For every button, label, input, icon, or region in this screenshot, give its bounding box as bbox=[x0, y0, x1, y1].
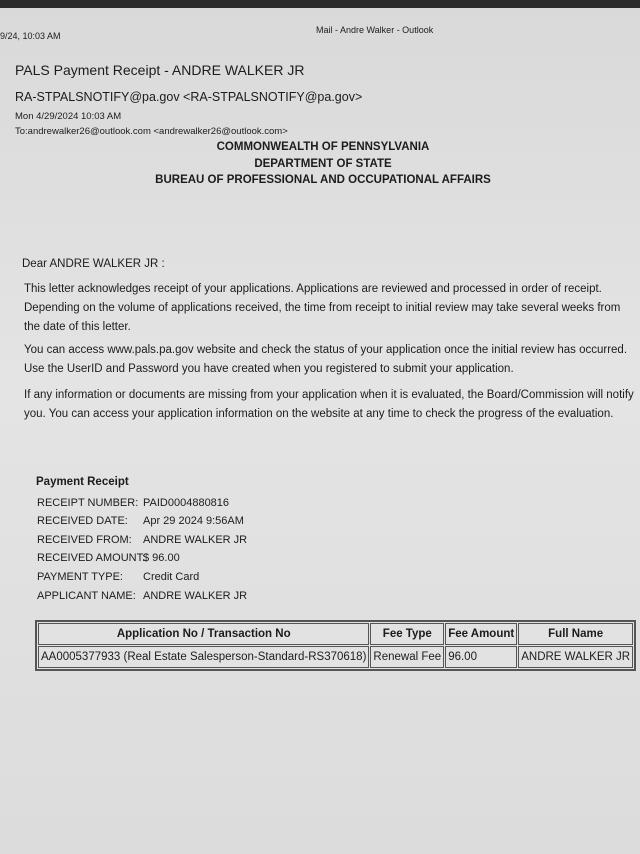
email-subject: PALS Payment Receipt - ANDRE WALKER JR bbox=[15, 62, 305, 78]
applicant-name-label: APPLICANT NAME: bbox=[37, 590, 136, 602]
print-window-title: Mail - Andre Walker - Outlook bbox=[316, 25, 434, 35]
letter-paragraph: You can access www.pals.pa.gov website and check the status of your application once the initial review has occurred. Use the UserID and Password you have created when you registered to submit your application. bbox=[24, 344, 628, 375]
print-timestamp: 9/24, 10:03 AM bbox=[0, 31, 61, 41]
receipt-number-label: RECEIPT NUMBER: bbox=[37, 497, 139, 509]
letter-paragraph: This letter acknowledges receipt of your applications. Applications are reviewed and processed in order of receipt. Depending on the volume of applications received, the time from receipt to initial review may take several weeks from the date of this letter. bbox=[24, 283, 621, 333]
fee-table bbox=[35, 620, 636, 671]
letter-paragraph: If any information or documents are missing from your application when it is evaluated, the Board/Commission will notify you. You can access your application information on the website at any time to check the progress of the evaluation. bbox=[24, 389, 634, 420]
letterhead-bureau: BUREAU OF PROFESSIONAL AND OCCUPATIONAL AFFAIRS bbox=[155, 174, 491, 186]
cell-fee-amount: 96.00 bbox=[445, 646, 517, 668]
applicant-name-value: ANDRE WALKER JR bbox=[143, 590, 248, 602]
cell-full-name: ANDRE WALKER JR bbox=[518, 646, 633, 668]
received-date-label: RECEIVED DATE: bbox=[37, 515, 128, 527]
fee-table-header-row bbox=[38, 623, 633, 645]
received-amount-value: $ 96.00 bbox=[143, 552, 180, 564]
table-row bbox=[38, 646, 633, 668]
column-header-application-no: Application No / Transaction No bbox=[38, 623, 369, 645]
received-from-label: RECEIVED FROM: bbox=[37, 534, 132, 546]
received-amount-label: RECEIVED AMOUNT: bbox=[37, 552, 146, 564]
received-from-value: ANDRE WALKER JR bbox=[143, 534, 248, 546]
column-header-fee-amount: Fee Amount bbox=[445, 623, 517, 645]
column-header-full-name: Full Name bbox=[518, 623, 633, 645]
email-sender: RA-STPALSNOTIFY@pa.gov <RA-STPALSNOTIFY@pa.gov> bbox=[15, 90, 363, 104]
letterhead-commonwealth: COMMONWEALTH OF PENNSYLVANIA bbox=[216, 141, 430, 153]
payment-type-value: Credit Card bbox=[143, 571, 200, 583]
letterhead-department: DEPARTMENT OF STATE bbox=[254, 158, 392, 170]
payment-type-label: PAYMENT TYPE: bbox=[37, 571, 123, 583]
receipt-number-value: PAID0004880816 bbox=[143, 497, 230, 509]
letter-greeting: Dear ANDRE WALKER JR : bbox=[22, 258, 165, 270]
email-recipient: To:andrewalker26@outlook.com <andrewalker26@outlook.com> bbox=[15, 126, 288, 137]
email-date: Mon 4/29/2024 10:03 AM bbox=[15, 111, 122, 122]
cell-fee-type: Renewal Fee bbox=[370, 646, 444, 668]
payment-receipt-title: Payment Receipt bbox=[36, 476, 129, 488]
cell-application-no: AA0005377933 (Real Estate Salesperson-Standard-RS370618) bbox=[38, 646, 369, 668]
received-date-value: Apr 29 2024 9:56AM bbox=[143, 515, 244, 527]
photo-edge bbox=[0, 0, 640, 8]
column-header-fee-type: Fee Type bbox=[370, 623, 444, 645]
